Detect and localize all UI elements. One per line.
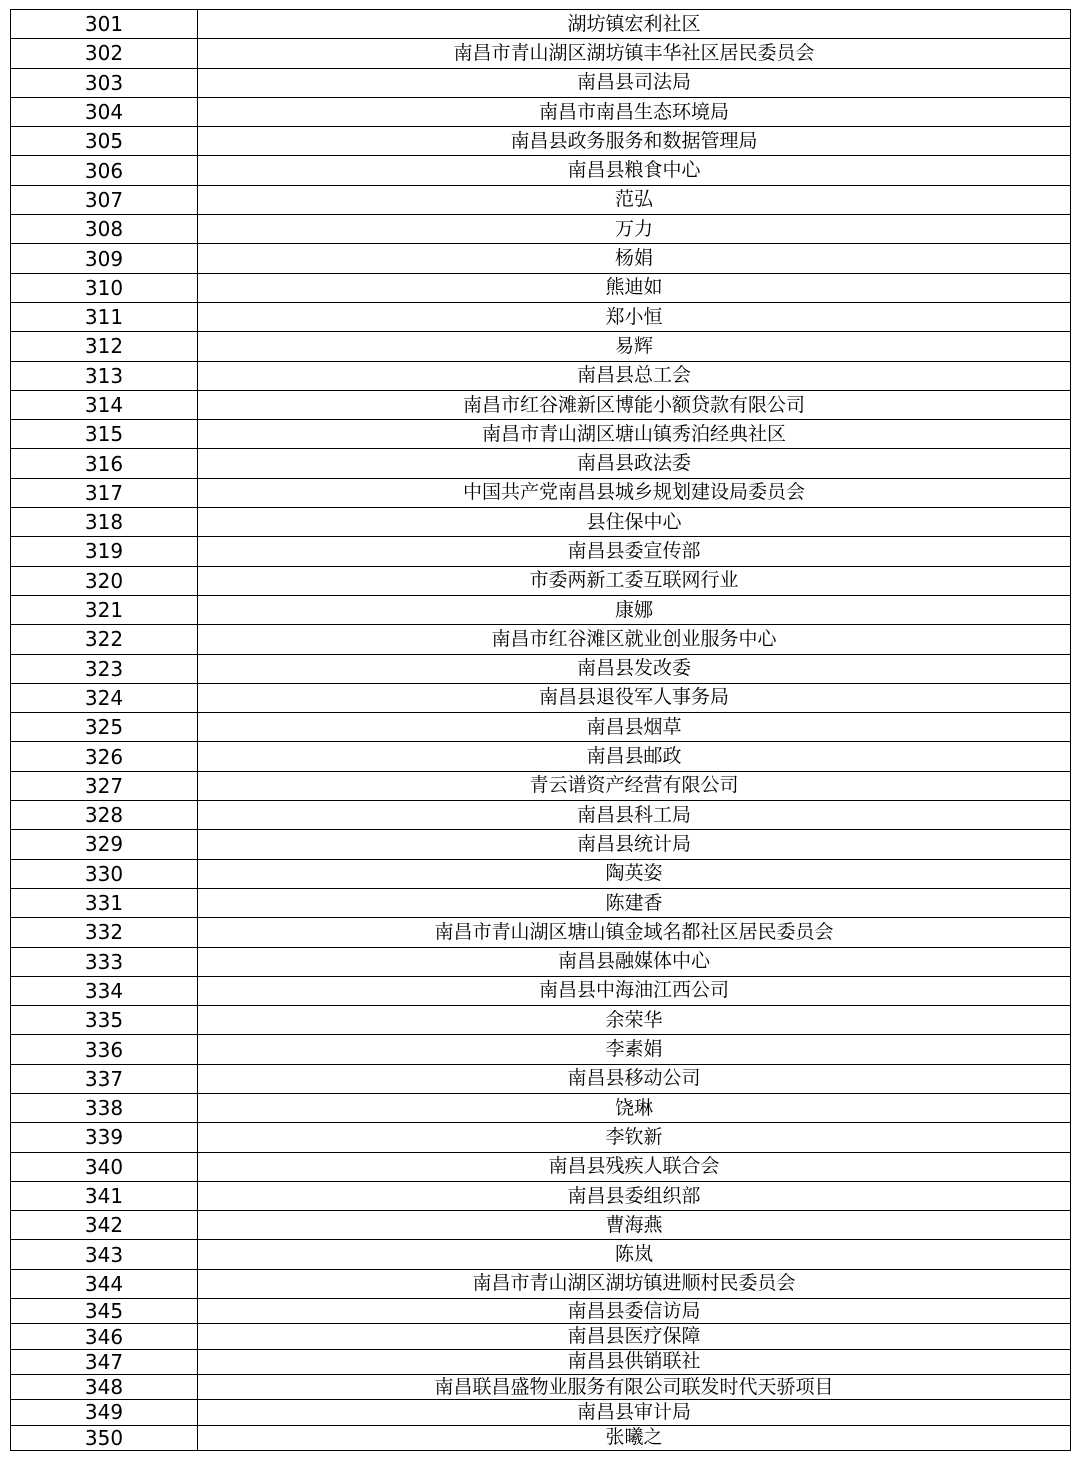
row-name: 南昌县供销联社 [198,1349,1071,1374]
table-row [11,1093,1071,1122]
row-name: 曹海燕 [198,1211,1071,1240]
row-number: 310 [11,273,198,302]
row-number: 303 [11,68,198,97]
table-row [11,1374,1071,1399]
table-row [11,390,1071,419]
row-name: 南昌市青山湖区塘山镇金域名都社区居民委员会 [198,918,1071,947]
row-name: 南昌县中海油江西公司 [198,976,1071,1005]
table-row [11,595,1071,624]
row-number: 304 [11,97,198,126]
row-number: 320 [11,566,198,595]
row-name: 南昌县残疾人联合会 [198,1152,1071,1181]
table-row [11,683,1071,712]
row-number: 338 [11,1093,198,1122]
row-name: 李素娟 [198,1035,1071,1064]
row-number: 340 [11,1152,198,1181]
row-number: 344 [11,1269,198,1298]
table-row [11,1269,1071,1298]
row-number: 330 [11,859,198,888]
row-number: 328 [11,801,198,830]
row-name: 南昌市青山湖区湖坊镇丰华社区居民委员会 [198,39,1071,68]
row-number: 332 [11,918,198,947]
row-name: 南昌市青山湖区塘山镇秀泊经典社区 [198,420,1071,449]
table-row [11,1299,1071,1324]
table-row [11,976,1071,1005]
table-row [11,566,1071,595]
table-row [11,97,1071,126]
table-row [11,1240,1071,1269]
row-name: 南昌县粮食中心 [198,156,1071,185]
row-name: 南昌县委信访局 [198,1299,1071,1324]
table-row [11,420,1071,449]
row-name: 南昌县烟草 [198,713,1071,742]
row-name: 青云谱资产经营有限公司 [198,771,1071,800]
row-name: 郑小恒 [198,302,1071,331]
row-number: 335 [11,1006,198,1035]
row-number: 341 [11,1181,198,1210]
row-number: 343 [11,1240,198,1269]
table-row [11,302,1071,331]
row-name: 南昌县科工局 [198,801,1071,830]
row-number: 307 [11,185,198,214]
row-name: 南昌县统计局 [198,830,1071,859]
table-row [11,713,1071,742]
row-name: 南昌县退役军人事务局 [198,683,1071,712]
row-name: 南昌市青山湖区湖坊镇进顺村民委员会 [198,1269,1071,1298]
table-row [11,10,1071,39]
row-number: 315 [11,420,198,449]
row-number: 336 [11,1035,198,1064]
row-number: 323 [11,654,198,683]
row-number: 350 [11,1425,198,1450]
row-name: 陈建香 [198,888,1071,917]
row-number: 314 [11,390,198,419]
row-name: 南昌县移动公司 [198,1064,1071,1093]
row-name: 余荣华 [198,1006,1071,1035]
row-number: 345 [11,1299,198,1324]
table-row [11,625,1071,654]
row-name: 饶琳 [198,1093,1071,1122]
row-number: 308 [11,215,198,244]
table-row [11,654,1071,683]
row-number: 313 [11,361,198,390]
table-row [11,888,1071,917]
table-row [11,859,1071,888]
row-number: 306 [11,156,198,185]
row-name: 南昌县委宣传部 [198,537,1071,566]
row-name: 李钦新 [198,1123,1071,1152]
table-row [11,1006,1071,1035]
row-number: 309 [11,244,198,273]
table-row [11,244,1071,273]
table-row [11,801,1071,830]
table-row [11,68,1071,97]
row-name: 康娜 [198,595,1071,624]
table-row [11,1324,1071,1349]
row-name: 南昌县总工会 [198,361,1071,390]
row-number: 346 [11,1324,198,1349]
row-name: 南昌市红谷滩区就业创业服务中心 [198,625,1071,654]
row-name: 南昌县委组织部 [198,1181,1071,1210]
table-row [11,771,1071,800]
row-number: 342 [11,1211,198,1240]
row-name: 南昌县邮政 [198,742,1071,771]
row-name: 陶英姿 [198,859,1071,888]
table-row [11,947,1071,976]
table-row [11,508,1071,537]
row-number: 326 [11,742,198,771]
row-number: 337 [11,1064,198,1093]
table-row [11,361,1071,390]
table-row [11,537,1071,566]
row-number: 324 [11,683,198,712]
row-number: 334 [11,976,198,1005]
table-row [11,478,1071,507]
row-name: 南昌县发改委 [198,654,1071,683]
table-row [11,1035,1071,1064]
row-name: 南昌县审计局 [198,1400,1071,1425]
row-number: 329 [11,830,198,859]
row-name: 市委两新工委互联网行业 [198,566,1071,595]
table-row [11,215,1071,244]
table-row [11,156,1071,185]
row-name: 南昌县政务服务和数据管理局 [198,127,1071,156]
row-number: 325 [11,713,198,742]
table-row [11,830,1071,859]
row-number: 349 [11,1400,198,1425]
table-row [11,39,1071,68]
row-number: 302 [11,39,198,68]
row-name: 南昌市南昌生态环境局 [198,97,1071,126]
table-row [11,273,1071,302]
table-row [11,1349,1071,1374]
row-name: 中国共产党南昌县城乡规划建设局委员会 [198,478,1071,507]
table-row [11,742,1071,771]
row-number: 312 [11,332,198,361]
row-name: 南昌县医疗保障 [198,1324,1071,1349]
row-name: 南昌市红谷滩新区博能小额贷款有限公司 [198,390,1071,419]
row-number: 322 [11,625,198,654]
row-number: 318 [11,508,198,537]
table-row [11,1211,1071,1240]
row-number: 339 [11,1123,198,1152]
row-number: 327 [11,771,198,800]
table-row [11,449,1071,478]
row-number: 347 [11,1349,198,1374]
row-name: 县住保中心 [198,508,1071,537]
table-row [11,1123,1071,1152]
table-row [11,332,1071,361]
row-number: 348 [11,1374,198,1399]
row-number: 301 [11,10,198,39]
row-number: 333 [11,947,198,976]
row-name: 范弘 [198,185,1071,214]
row-number: 311 [11,302,198,331]
row-name: 南昌县司法局 [198,68,1071,97]
row-number: 321 [11,595,198,624]
table-row [11,918,1071,947]
row-name: 陈岚 [198,1240,1071,1269]
row-number: 319 [11,537,198,566]
table-row [11,1181,1071,1210]
ranking-table [10,9,1071,1451]
row-number: 317 [11,478,198,507]
row-number: 331 [11,888,198,917]
row-name: 湖坊镇宏利社区 [198,10,1071,39]
table-body [11,10,1071,1451]
row-name: 南昌县融媒体中心 [198,947,1071,976]
row-name: 张曦之 [198,1425,1071,1450]
row-number: 316 [11,449,198,478]
table-row [11,185,1071,214]
row-name: 杨娟 [198,244,1071,273]
row-name: 易辉 [198,332,1071,361]
row-name: 南昌联昌盛物业服务有限公司联发时代天骄项目 [198,1374,1071,1399]
table-row [11,127,1071,156]
table-row [11,1400,1071,1425]
table-row [11,1064,1071,1093]
row-number: 305 [11,127,198,156]
row-name: 万力 [198,215,1071,244]
table-row [11,1425,1071,1450]
row-name: 南昌县政法委 [198,449,1071,478]
row-name: 熊迪如 [198,273,1071,302]
table-row [11,1152,1071,1181]
